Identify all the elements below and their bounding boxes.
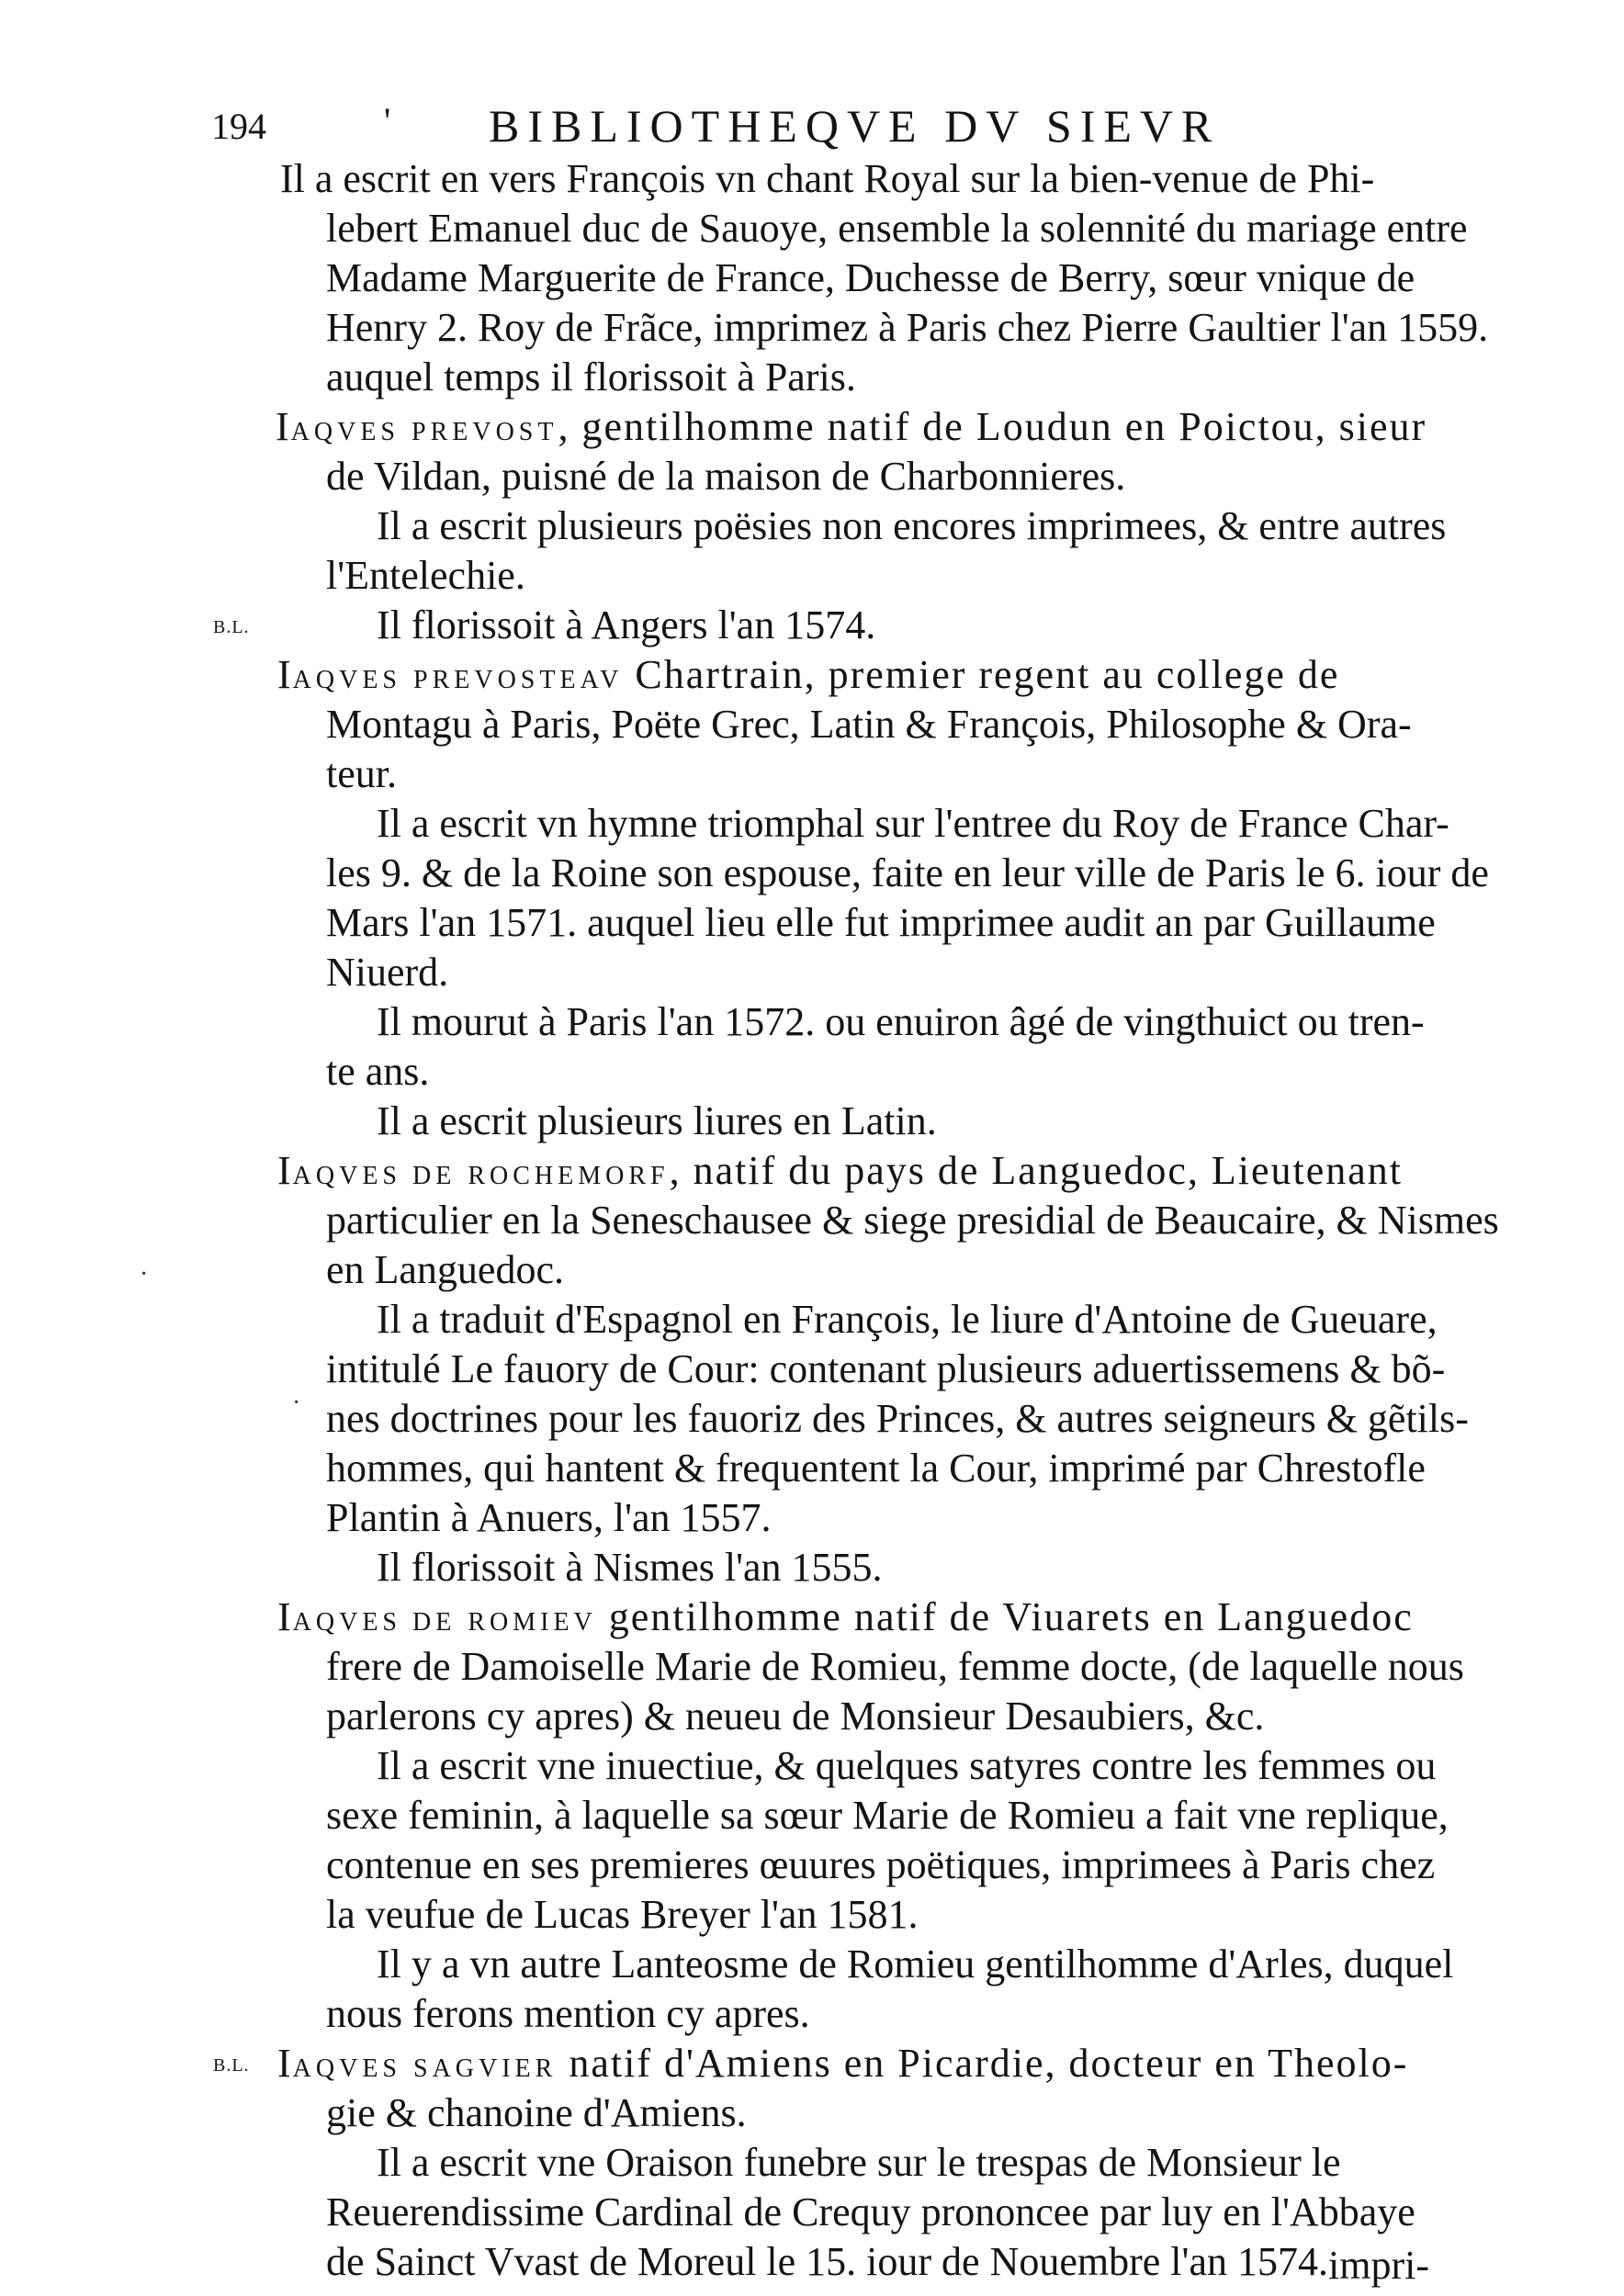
text-line: Il florissoit à Angers l'an 1574.: [377, 602, 876, 647]
text-line: Niuerd.: [326, 950, 449, 995]
text-line: te ans.: [326, 1049, 430, 1094]
text-line: Il a escrit vne Oraison funebre sur le trespas de Monsieur le: [377, 2140, 1341, 2185]
entry-heading: IAQVES PREVOSTEAV Chartrain, premier regent au college de: [277, 652, 1340, 697]
text-line: sexe feminin, à laquelle sa sœur Marie de Romieu a fait vne replique,: [326, 1793, 1449, 1838]
text-line: Il a escrit vn hymne triomphal sur l'entree du Roy de France Char-: [377, 801, 1449, 846]
running-title: BIBLIOTHEQVE DV SIEVR: [489, 100, 1221, 152]
text-line: Il a escrit plusieurs poësies non encores imprimees, & entre autres: [377, 503, 1447, 548]
text-line: parlerons cy apres) & neueu de Monsieur Desaubiers, &c.: [326, 1694, 1265, 1739]
text-line: Il florissoit à Nismes l'an 1555.: [377, 1545, 883, 1590]
text-line: nes doctrines pour les fauoriz des Princes, & autres seigneurs & gẽtils-: [326, 1396, 1469, 1441]
text-line: particulier en la Seneschausee & siege presidial de Beaucaire, & Nismes: [326, 1198, 1499, 1243]
text-line: Montagu à Paris, Poëte Grec, Latin & François, Philosophe & Ora-: [326, 702, 1412, 747]
text-line: Il a escrit en vers François vn chant Royal sur la bien-venue de Phi-: [280, 156, 1375, 201]
text-line: frere de Damoiselle Marie de Romieu, femme docte, (de laquelle nous: [326, 1644, 1464, 1689]
text-line: les 9. & de la Roine son espouse, faite en leur ville de Paris le 6. iour de: [326, 850, 1489, 895]
text-line: intitulé Le fauory de Cour: contenant plusieurs aduertissemens & bõ-: [326, 1346, 1446, 1391]
text-line: Henry 2. Roy de Frãce, imprimez à Paris chez Pierre Gaultier l'an 1559.: [326, 305, 1489, 350]
text-line: l'Entelechie.: [326, 553, 525, 598]
text-line: auquel temps il florissoit à Paris.: [326, 355, 856, 400]
ink-speck: ·: [140, 1260, 149, 1289]
text-line: Reuerendissime Cardinal de Crequy prononcee par luy en l'Abbaye: [326, 2189, 1415, 2234]
entry-heading: IAQVES SAGVIER natif d'Amiens en Picardie, docteur en Theolo-: [277, 2041, 1409, 2086]
text-line: Plantin à Anuers, l'an 1557.: [326, 1495, 772, 1540]
text-line: nous ferons mention cy apres.: [326, 1991, 810, 2036]
text-line: hommes, qui hantent & frequentent la Cour, imprimé par Chrestofle: [326, 1446, 1426, 1491]
header-mark: ': [384, 100, 391, 141]
ink-speck: ·: [292, 1389, 301, 1417]
margin-note: B.L.: [213, 617, 250, 637]
text-line: Il a traduit d'Espagnol en François, le liure d'Antoine de Gueuare,: [377, 1297, 1438, 1342]
text-line: de Vildan, puisné de la maison de Charbonnieres.: [326, 454, 1126, 499]
text-line: Madame Marguerite de France, Duchesse de Berry, sœur vnique de: [326, 255, 1415, 300]
page-header: [211, 99, 1359, 158]
catchword: impri-: [1328, 2243, 1429, 2288]
text-line: Il a escrit vne inuectiue, & quelques satyres contre les femmes ou: [377, 1743, 1437, 1788]
text-line: Il y a vn autre Lanteosme de Romieu gentilhomme d'Arles, duquel: [377, 1941, 1454, 1986]
text-line: la veufue de Lucas Breyer l'an 1581.: [326, 1892, 919, 1937]
text-line: de Sainct Vvast de Moreul le 15. iour de Nouembre l'an 1574.: [326, 2239, 1328, 2284]
text-line: Il mourut à Paris l'an 1572. ou enuiron âgé de vingthuict ou tren-: [377, 999, 1425, 1044]
text-line: en Languedoc.: [326, 1247, 564, 1292]
text-line: Mars l'an 1571. auquel lieu elle fut imprimee audit an par Guillaume: [326, 900, 1436, 945]
text-line: teur.: [326, 751, 397, 796]
text-line: gie & chanoine d'Amiens.: [326, 2090, 747, 2135]
entry-heading: IAQVES PREVOST, gentilhomme natif de Loudun en Poictou, sieur: [276, 404, 1427, 449]
text-line: Il a escrit plusieurs liures en Latin.: [377, 1098, 937, 1143]
text-line: contenue en ses premieres œuures poëtiques, imprimees à Paris chez: [326, 1842, 1436, 1887]
entry-heading: IAQVES DE ROMIEV gentilhomme natif de Viuarets en Languedoc: [277, 1594, 1414, 1639]
entry-heading: IAQVES DE ROCHEMORF, natif du pays de Languedoc, Lieutenant: [277, 1148, 1404, 1193]
page-number: 194: [211, 106, 266, 147]
text-line: lebert Emanuel duc de Sauoye, ensemble la solennité du mariage entre: [326, 206, 1468, 251]
margin-note: B.L.: [213, 2055, 250, 2076]
